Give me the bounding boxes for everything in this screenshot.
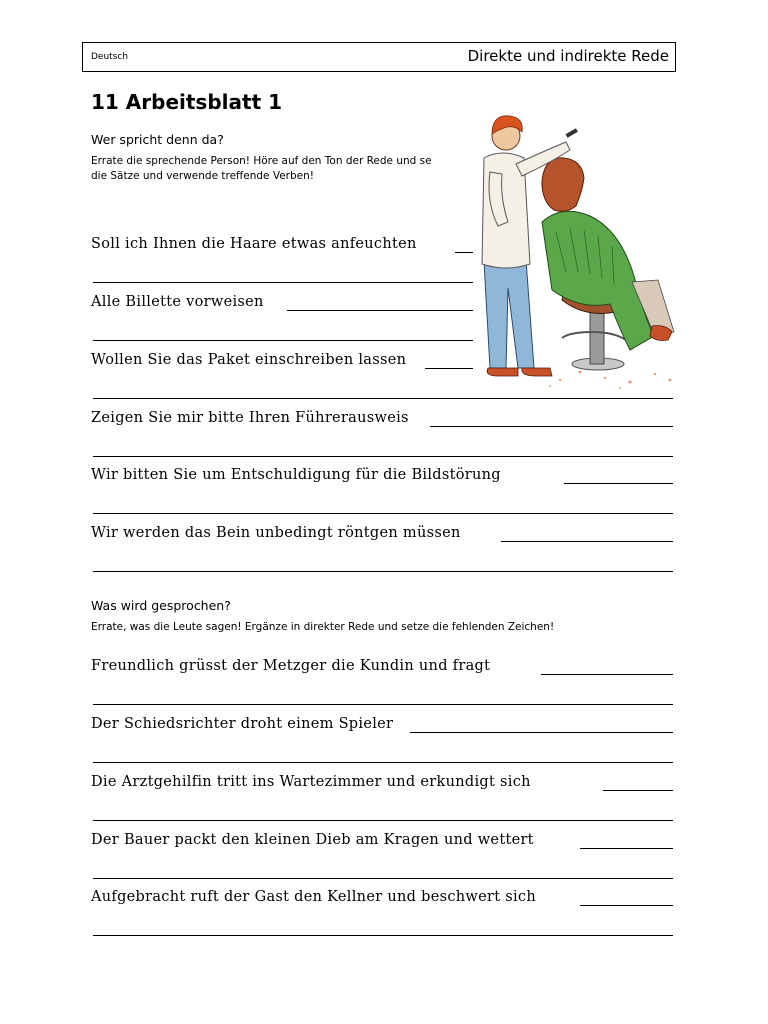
section1-sentence-5: Wir bitten Sie um Entschuldigung für die Bildstörung [91,467,501,483]
answer-line[interactable] [93,513,673,514]
section1-sentence-4: Zeigen Sie mir bitte Ihren Führerausweis [91,410,409,426]
answer-line[interactable] [410,732,673,733]
section1-sentence-3: Wollen Sie das Paket einschreiben lassen [91,352,407,368]
answer-line[interactable] [287,310,473,311]
floor-speckles [539,371,672,389]
answer-line[interactable] [93,762,673,763]
answer-line[interactable] [93,398,673,399]
section2-sentence-5: Aufgebracht ruft der Gast den Kellner und beschwert sich [91,889,536,905]
section1-sentence-6: Wir werden das Bein unbedingt röntgen müssen [91,525,461,541]
section2-sentence-1: Freundlich grüsst der Metzger die Kundin und fragt [91,658,491,674]
page-header [82,42,676,72]
answer-line[interactable] [541,674,673,675]
answer-line[interactable] [501,541,673,542]
section2-heading: Was wird gesprochen? [91,598,231,613]
answer-line[interactable] [93,935,673,936]
section1-instruction-line2: die Sätze und verwende treffende Verben! [91,170,314,182]
answer-line[interactable] [93,456,673,457]
header-topic: Direkte und indirekte Rede [467,47,669,65]
answer-line[interactable] [93,340,473,341]
answer-line[interactable] [93,704,673,705]
answer-line[interactable] [603,790,673,791]
header-subject: Deutsch [91,52,129,62]
section1-sentence-1: Soll ich Ihnen die Haare etwas anfeuchten [91,236,417,252]
answer-line[interactable] [93,878,673,879]
answer-line[interactable] [93,571,673,572]
worksheet-title: 11 Arbeitsblatt 1 [91,90,283,114]
answer-line[interactable] [564,483,673,484]
section1-heading: Wer spricht denn da? [91,132,224,147]
answer-line[interactable] [93,820,673,821]
section2-sentence-4: Der Bauer packt den kleinen Dieb am Kragen und wettert [91,832,534,848]
barber-illustration [470,112,692,392]
section1-instruction-line1: Errate die sprechende Person! Höre auf den Ton der Rede und se [91,155,432,167]
answer-line[interactable] [580,905,673,906]
section2-sentence-3: Die Arztgehilfin tritt ins Wartezimmer und erkundigt sich [91,774,531,790]
customer [542,158,674,350]
section1-sentence-2: Alle Billette vorweisen [91,294,264,310]
answer-line[interactable] [425,368,473,369]
section2-instruction: Errate, was die Leute sagen! Ergänze in direkter Rede und setze die fehlenden Zeichen! [91,621,555,633]
section2-sentence-2: Der Schiedsrichter droht einem Spieler [91,716,394,732]
answer-line[interactable] [430,426,673,427]
answer-line[interactable] [93,282,473,283]
answer-line[interactable] [580,848,673,849]
